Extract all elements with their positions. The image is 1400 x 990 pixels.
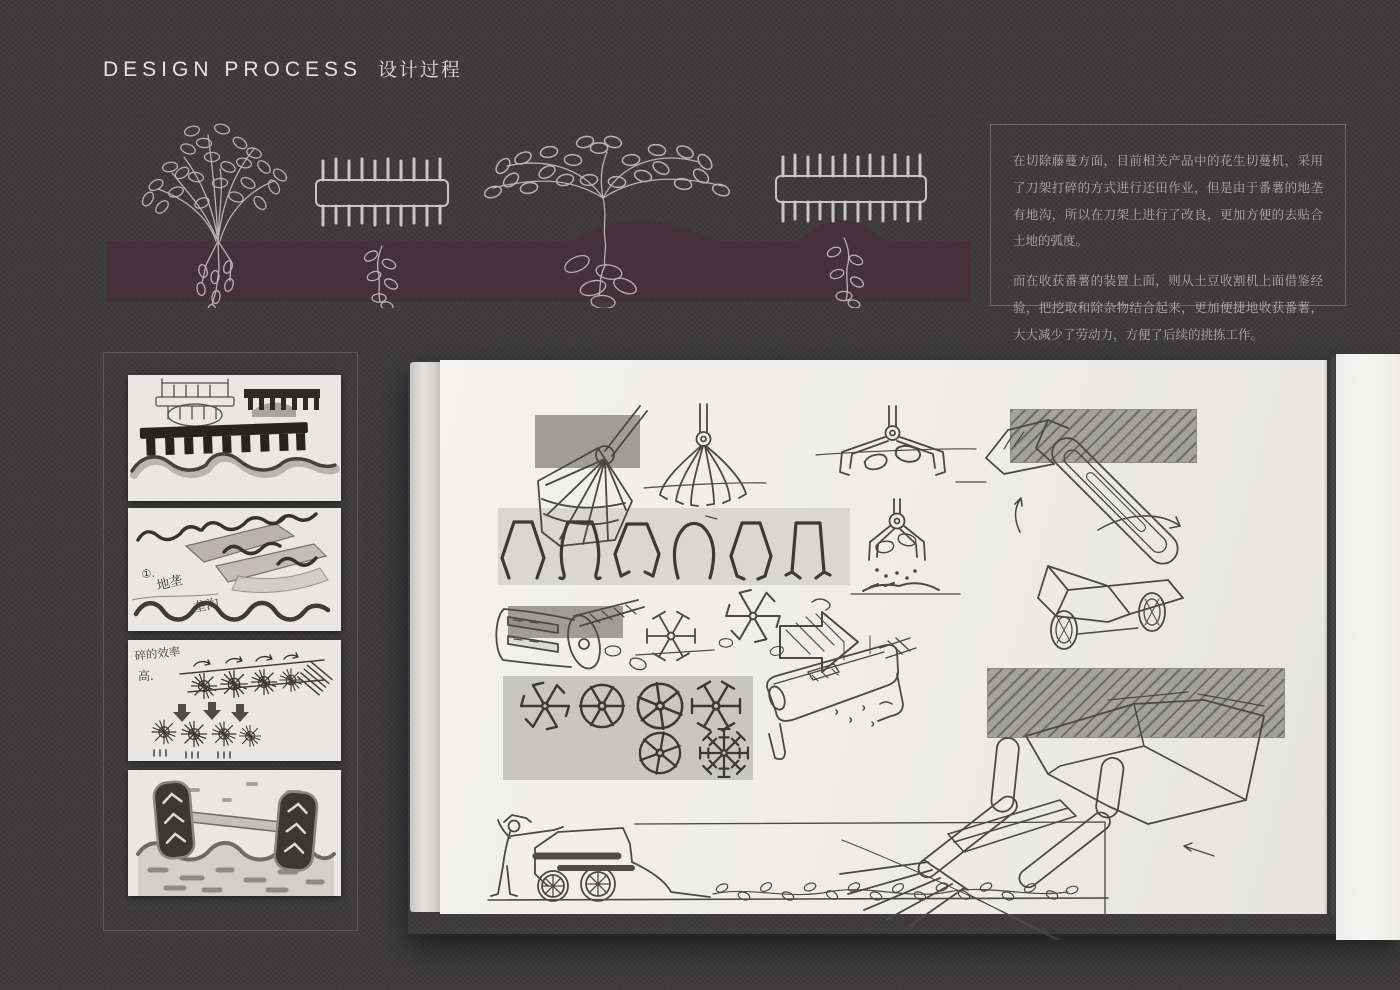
label-crush-2: 高. xyxy=(138,669,154,683)
label-ridge: 地垄 xyxy=(155,573,185,594)
wide-claw-sketch xyxy=(816,406,976,475)
soil-band xyxy=(107,220,971,302)
sketchbook-drawings xyxy=(408,354,1400,940)
person-harvester-sketch xyxy=(488,815,1108,916)
sketchbook xyxy=(408,354,1400,940)
description-paragraph-2: 而在收获番薯的装置上面，则从土豆收割机上面借鉴经验，把挖取和除杂物结合起来，更加便捷地收获番薯，大大减少了劳动力，方便了后续的挑拣工作。 xyxy=(1013,274,1323,342)
page-title-zh: 设计过程 xyxy=(377,60,462,81)
blade-comb-tool-1 xyxy=(316,159,448,225)
dropping-claw-sketch xyxy=(851,499,960,594)
conveyor-belt-sketch xyxy=(766,636,916,759)
blade-comb-tool-2 xyxy=(776,155,926,221)
thumbnail-ridge-furrow xyxy=(128,508,341,631)
ridge-furrow-sketch xyxy=(128,508,341,631)
blade-comb-sketch xyxy=(128,375,341,501)
label-crush-1: 碎的效率 xyxy=(133,644,182,663)
left-tire xyxy=(153,781,195,860)
thumbnail-spiked-wheels xyxy=(128,640,341,761)
harvester-wheels xyxy=(538,867,615,901)
description-box xyxy=(990,124,1346,342)
label-furrow: 垄沟 xyxy=(192,596,221,616)
description-paragraph-1: 在切除藤蔓方面，目前相关产品中的花生切蔓机，采用了刀架打碎的方式进行还田作业，但是由于番薯的地垄有地沟，所以在刀架上进行了改良，更加方便的去贴合土地的弧度。 xyxy=(1013,154,1323,249)
harvester-front-sketch xyxy=(840,692,1264,940)
tires-sketch xyxy=(128,770,341,896)
spiked-wheels-sketch xyxy=(128,640,341,761)
thumbnail-blade-comb xyxy=(128,375,341,501)
page-title-en: DESIGN PROCESS xyxy=(103,58,363,81)
right-tire xyxy=(274,790,319,871)
label-number: ①. xyxy=(140,566,156,581)
down-arrows xyxy=(173,702,249,722)
page-title xyxy=(103,55,462,82)
sketch-thumbnail-panel xyxy=(103,352,358,931)
claw-gripper-sketch xyxy=(644,404,766,519)
soil-band-illustration xyxy=(100,108,975,308)
arm-vehicle-sketch xyxy=(956,420,1184,649)
thumbnail-tires xyxy=(128,770,341,896)
star-wheel-variants xyxy=(521,673,748,784)
star-wheel-sketch xyxy=(605,612,714,672)
claw-profile-studies xyxy=(502,522,830,579)
bladed-roller-sketch xyxy=(496,600,644,672)
solid-comb-small xyxy=(244,389,320,417)
solid-comb-large xyxy=(140,422,309,456)
